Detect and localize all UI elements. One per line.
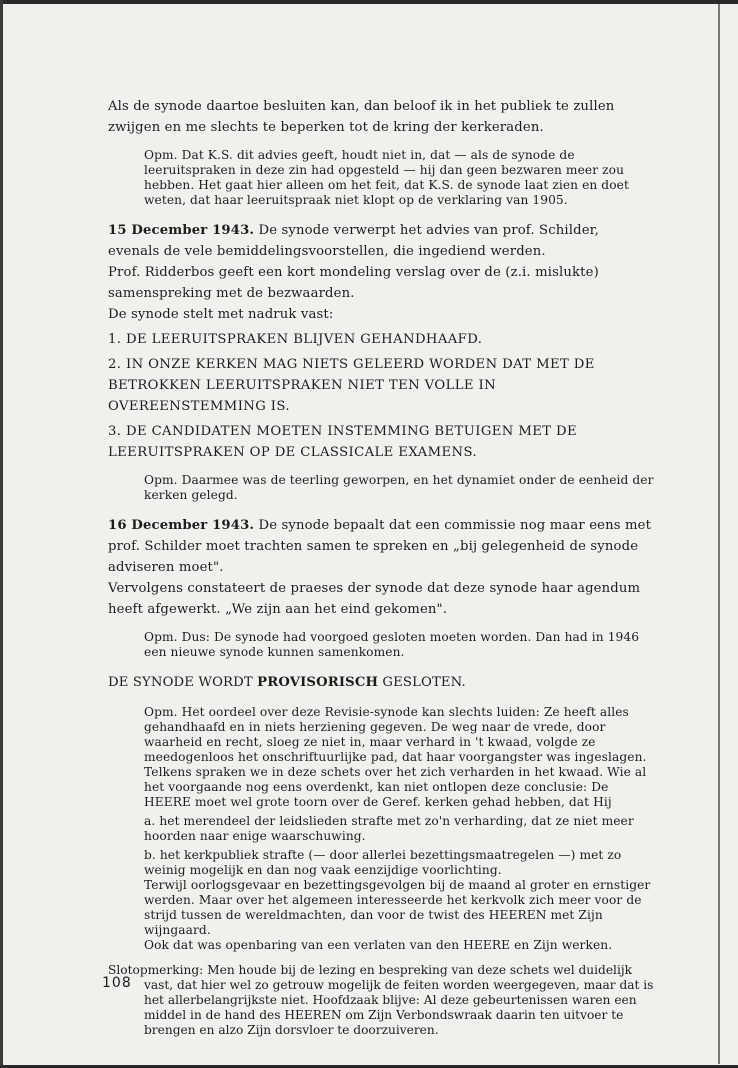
- date-15-december: 15 December 1943.: [108, 223, 255, 238]
- paragraph-agendum: Vervolgens constateert de praeses der synode dat deze synode haar agendum heeft afgewerkt. „We zijn aan het eind gekomen".: [108, 581, 641, 617]
- paragraph-synode-stelt: De synode stelt met nadruk vast:: [108, 307, 334, 322]
- paragraph-15-december: [108, 220, 654, 262]
- note-teerling: Opm. Daarmee was de teerling geworpen, en het dynamiet onder de eenheid der kerken gelegd.: [144, 473, 654, 502]
- note-terwijl: Terwijl oorlogsgevaar en bezettingsgevolgen bij de maand al groter en ernstiger werden. Maar over het algemeen interesseerde het kerkvolk zich meer voor de strijd tussen de wereldmachten, dan voor de twist des HEEREN met Zijn wijngaard.: [144, 878, 651, 937]
- page-edge-right: [718, 4, 720, 1064]
- note-item-b: b. het kerkpubliek strafte (— door allerlei bezettingsmaatregelen —) met zo weinig mogelijk en dan nog vaak eenzijdige voorlichting.: [144, 848, 622, 877]
- note-item-a: a. het merendeel der leidslieden strafte met zo'n verharding, dat ze niet meer hoorden naar enige waarschuwing.: [144, 814, 634, 843]
- page-number: 108: [102, 975, 132, 991]
- date-16-december: 16 December 1943.: [108, 518, 255, 533]
- decision-point-1: 1. DE LEERUITSPRAKEN BLIJVEN GEHANDHAAFD.: [108, 332, 483, 347]
- decision-point-3: 3. DE CANDIDATEN MOETEN INSTEMMING BETUIGEN MET DE LEERUITSPRAKEN OP DE CLASSICALE EXAMENS.: [108, 424, 578, 460]
- paragraph-16-december-text: De synode bepaalt dat een commissie nog maar eens met prof. Schilder moet trachten samen te spreken en „bij gelegenheid de synode adviseren moet".: [108, 518, 652, 575]
- decision-point-2: 2. IN ONZE KERKEN MAG NIETS GELEERD WORDEN DAT MET DE BETROKKEN LEERUITSPRAKEN NIET TEN VOLLE IN OVEREENSTEMMING IS.: [108, 357, 595, 414]
- note-voorgoed-gesloten: Opm. Dus: De synode had voorgoed gesloten moeten worden. Dan had in 1946 een nieuwe synode kunnen samenkomen.: [144, 630, 640, 659]
- paragraph-intro: Als de synode daartoe besluiten kan, dan beloof ik in het publiek te zullen zwijgen en me slechts te beperken tot de kring der kerkeraden.: [108, 99, 615, 135]
- closing-pre: DE SYNODE WORDT: [108, 675, 258, 690]
- note-ook-dat: Ook dat was openbaring van een verlaten van den HEERE en Zijn werken.: [144, 938, 613, 952]
- page-content: [108, 96, 654, 1038]
- note-oordeel: Opm. Het oordeel over deze Revisie-synode kan slechts luiden: Ze heeft alles gehandhaafd en in niets herziening gegeven. De weg naar de vrede, door waarheid en recht, sloeg ze niet in, maar verhard in 't kwaad, volgde ze meedogenloos het onschriftuurlijke pad, dat haar voorgangster was ingeslagen.: [144, 705, 647, 764]
- slotopmerking: Slotopmerking: Men houde bij de lezing en bespreking van deze schets wel duidelijk vast, dat hier wel zo getrouw mogelijk de feiten worden weergegeven, maar dat is het allerbelangrijkste niet. Hoofdzaak blijve: Al deze gebeurtenissen waren een middel in de hand des HEEREN om Zijn Verbondswraak daarin ten uitvoer te brengen en alzo Zijn dorsvloer te doorzuiveren.: [108, 963, 654, 1037]
- paragraph-ridderbos: Prof. Ridderbos geeft een kort mondeling verslag over de (z.i. mislukte) samenspreking met de bezwaarden.: [108, 265, 599, 301]
- note-ks-advice: Opm. Dat K.S. dit advies geeft, houdt niet in, dat — als de synode de leeruitspraken in deze zin had opgesteld — hij dan geen bezwaren meer zou hebben. Het gaat hier alleen om het feit, dat K.S. de synode laat zien en doet weten, dat haar leeruitspraak niet klopt op de verklaring van 1905.: [144, 148, 629, 207]
- closing-bold: PROVISORISCH: [257, 675, 379, 690]
- note-telkens: Telkens spraken we in deze schets over het zich verharden in het kwaad. Wie al het voorgaande nog eens overdenkt, kan niet ontlopen deze conclusie: De HEERE moet wel grote toorn over de Geref. kerken gehad hebben, dat Hij: [144, 765, 647, 809]
- page-edge-top: [0, 0, 738, 4]
- page-edge-left: [0, 0, 3, 1068]
- paragraph-16-december: [108, 515, 654, 578]
- closing-statement: [108, 672, 654, 693]
- closing-post: GESLOTEN.: [378, 675, 466, 690]
- paragraph-15-december-text: De synode verwerpt het advies van prof. Schilder, evenals de vele bemiddelingsvoorstellen, die ingediend werden.: [108, 223, 600, 259]
